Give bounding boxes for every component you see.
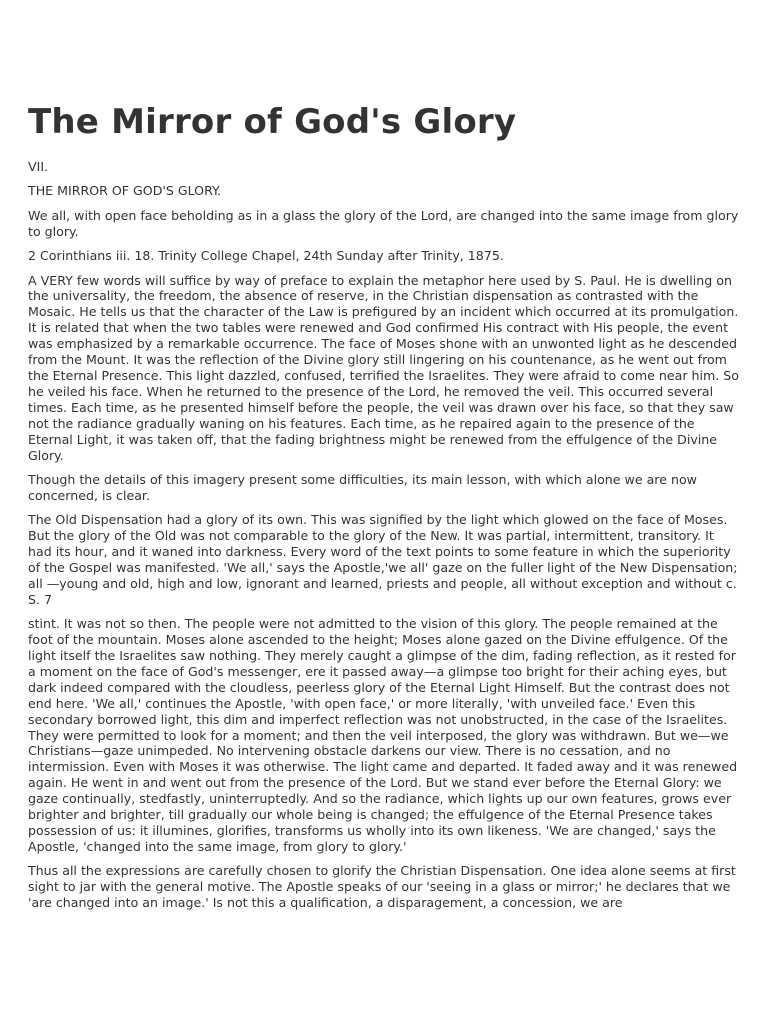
body-paragraph: A VERY few words will suffice by way of preface to explain the metaphor here used by S. Paul. He is dwelling on the universality, the freedom, the absence of reserve, in the Christian dispensation as contrasted with the Mosaic. He tells us that the character of the Law is prefigured by an incident which occurred at its promulgation. It is related that when the two tables were renewed and God confirmed His contract with His people, the event was emphasized by a remarkable occurrence. The face of Moses shone with an unwonted light as he descended from the Mount. It was the reflection of the Divine glory still lingering on his countenance, as he went out from the Eternal Presence. This light dazzled, confused, terrified the Israelites. They were afraid to come near him. So he veiled his face. When he returned to the presence of the Lord, he removed the veil. This occurred several times. Each time, as he presented himself before the people, the veil was drawn over his face, so that they saw not the radiance gradually waning on his features. Each time, as he repaired again to the presence of the Eternal Light, it was taken off, that the fading brightness might be renewed from the effulgence of the Divine Glory. bbox=[28, 272, 739, 463]
body-paragraph: Thus all the expressions are carefully chosen to glorify the Christian Dispensation. One idea alone seems at first sight to jar with the general motive. The Apostle speaks of our 'seeing in a glass or mirror;' he declares that we 'are changed into an image.' Is not this a qualification, a disparagement, a concession, we are bbox=[28, 863, 736, 911]
chapter-heading: THE MIRROR OF GOD'S GLORY. bbox=[28, 183, 222, 199]
document-page bbox=[28, 98, 740, 919]
document-title: The Mirror of God's Glory bbox=[28, 102, 517, 142]
body-paragraph: Though the details of this imagery present some difficulties, its main lesson, with which alone we are now concerned, is clear. bbox=[28, 471, 697, 503]
scripture-text: We all, with open face beholding as in a glass the glory of the Lord, are changed into the same image from glory to glory. bbox=[28, 207, 739, 239]
body-paragraph: stint. It was not so then. The people were not admitted to the vision of this glory. The people remained at the foot of the mountain. Moses alone ascended to the height; Moses alone gazed on the Divine effulgence. Of the light itself the Israelites saw nothing. They merely caught a glimpse of the dim, fading reflection, as it rested for a moment on the face of God's messenger, ere it passed away—a glimpse too bright for their aching eyes, but dark indeed compared with the cloudless, peerless glory of the Eternal Light Himself. But the contrast does not end here. 'We all,' continues the Apostle, 'with open face,' or more literally, 'with unveiled face.' Even this secondary borrowed light, this dim and imperfect reflection was not unobstructed, in the case of the Israelites. They were permitted to look for a moment; and then the veil interposed, the glory was withdrawn. But we—we Christians—gaze unimpeded. No intervening obstacle darkens our view. There is no cessation, and no intermission. Even with Moses it was otherwise. The light came and departed. It faded away and it was renewed again. He went in and went out from the presence of the Lord. But we stand ever before the Eternal Glory: we gaze continually, stedfastly, uninterruptedly. And so the radiance, which lights up our own features, grows ever brighter and brighter, till gradually our whole being is changed; the effulgence of the Eternal Presence takes possession of us: it illumines, glorifies, transforms us wholly into its own likeness. 'We are changed,' says the Apostle, 'changed into the same image, from glory to glory.' bbox=[28, 616, 738, 854]
chapter-number: VII. bbox=[28, 159, 49, 174]
body-paragraph: The Old Dispensation had a glory of its own. This was signified by the light which glowed on the face of Moses. But the glory of the Old was not comparable to the glory of the New. It was partial, intermittent, transitory. It had its hour, and it waned into darkness. Every word of the text points to some feature in which the superiority of the Gospel was manifested. 'We all,' says the Apostle,'we all' gaze on the fuller light of the New Dispensation; all —young and old, high and low, ignorant and learned, priests and people, all without exception and without c. S. 7 bbox=[28, 512, 738, 607]
scripture-reference: 2 Corinthians iii. 18. Trinity College Chapel, 24th Sunday after Trinity, 1875. bbox=[28, 248, 504, 264]
